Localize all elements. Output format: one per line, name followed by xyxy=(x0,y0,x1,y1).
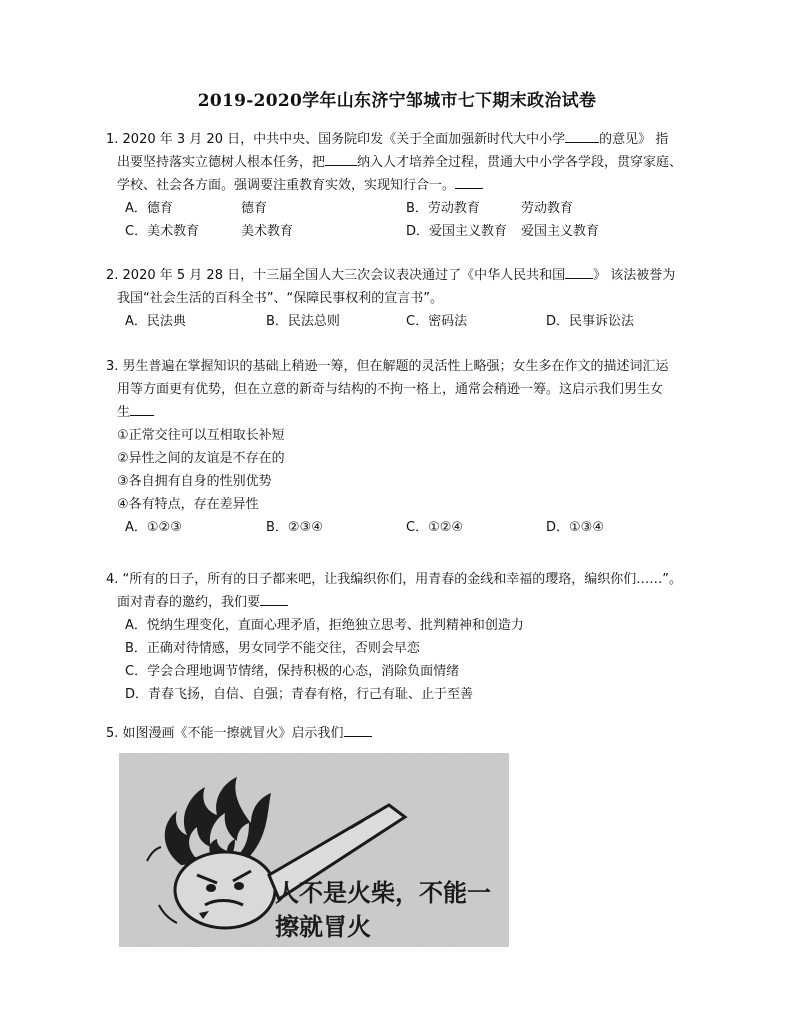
question-1-text-tail: 的意见》 指 xyxy=(599,132,669,147)
question-1 xyxy=(106,128,722,243)
question-3-text: 生 xyxy=(117,405,131,420)
question-1-line-1 xyxy=(106,128,722,151)
option-b-extra: 劳动教育 xyxy=(521,201,574,216)
question-1-text: 学校、社会各方面。强调要注重教育实效，实现知行合一。 xyxy=(117,178,456,193)
question-1-text: 出要坚持落实立德树人根本任务，把 xyxy=(117,155,326,170)
cartoon-caption-line-2: 擦就冒火 xyxy=(275,912,371,941)
option-a[interactable]: A．德育 xyxy=(125,201,173,216)
option-a[interactable]: A．悦纳生理变化，直面心理矛盾，拒绝独立思考、批判精神和创造力 xyxy=(125,618,524,633)
question-4-line-2 xyxy=(106,591,722,614)
option-b[interactable]: B．民法总则 xyxy=(266,314,340,329)
question-5-line-1 xyxy=(106,722,722,745)
page-title: 2019-2020学年山东济宁邹城市七下期末政治试卷 xyxy=(197,91,597,111)
question-4-text: 面对青春的邀约，我们要 xyxy=(117,595,261,610)
question-3-line-1: 3. 男生普遍在掌握知识的基础上稍逊一筹，但在解题的灵活性上略强；女生多在作文的描述词汇运 xyxy=(106,359,669,374)
option-c[interactable]: C．美术教育 xyxy=(125,224,200,239)
question-3-line-2: 用等方面更有优势，但在立意的新奇与结构的不拘一格上，通常会稍逊一筹。这启示我们男生女 xyxy=(117,382,664,397)
question-1-line-2 xyxy=(106,151,722,174)
option-a[interactable]: A．①②③ xyxy=(125,520,182,535)
option-a[interactable]: A．民法典 xyxy=(125,314,186,329)
statement-1: ①正常交往可以互相取长补短 xyxy=(117,428,285,443)
statement-3: ③各自拥有自身的性别优势 xyxy=(117,474,272,489)
question-5 xyxy=(106,722,722,745)
question-3-options xyxy=(106,516,722,539)
option-b[interactable]: B．②③④ xyxy=(266,520,323,535)
option-c-extra: 美术教育 xyxy=(241,224,294,239)
statement-4: ④各有特点，存在差异性 xyxy=(117,497,259,512)
answer-blank xyxy=(455,175,483,189)
option-d-extra: 爱国主义教育 xyxy=(521,224,600,239)
question-1-options-row-2 xyxy=(106,220,722,243)
match-cartoon-drawing xyxy=(119,753,509,947)
option-b[interactable]: B．正确对待情感，男女同学不能交往，否则会早恋 xyxy=(125,641,420,656)
answer-blank xyxy=(260,592,288,606)
option-b[interactable]: B．劳动教育 xyxy=(406,201,480,216)
question-2-options xyxy=(106,310,722,333)
question-2 xyxy=(106,264,722,333)
option-c[interactable]: C．密码法 xyxy=(406,314,468,329)
option-d[interactable]: D．①③④ xyxy=(546,520,604,535)
question-2-text: 2. 2020 年 5 月 28 日，十三届全国人大三次会议表决通过了《中华人民共和国 xyxy=(106,268,566,283)
cartoon-image xyxy=(119,753,509,947)
question-2-text-tail: 》 该法被誉为 xyxy=(593,268,676,283)
question-4 xyxy=(106,568,722,706)
statement-2: ②异性之间的友谊是不存在的 xyxy=(117,451,285,466)
option-c[interactable]: C．①②④ xyxy=(406,520,464,535)
answer-blank xyxy=(565,265,593,279)
question-4-line-1: 4. “所有的日子，所有的日子都来吧，让我编织你们，用青春的金线和幸福的璎珞，编织你们……”。 xyxy=(106,572,683,587)
question-1-text-tail: 纳入人才培养全过程，贯通大中小学各学段，贯穿家庭、 xyxy=(357,155,683,170)
cartoon-caption-line-1: 人不是火柴，不能一 xyxy=(275,878,491,907)
answer-blank xyxy=(130,402,154,416)
option-d[interactable]: D．民事诉讼法 xyxy=(546,314,635,329)
option-d[interactable]: D．青春飞扬，自信、自强；青春有格，行己有耻、止于至善 xyxy=(125,687,474,702)
option-c[interactable]: C．学会合理地调节情绪，保持积极的心态，消除负面情绪 xyxy=(125,664,460,679)
question-2-line-2: 我国“社会生活的百科全书”、“保障民事权利的宣言书”。 xyxy=(117,291,443,306)
answer-blank xyxy=(344,723,372,737)
question-2-line-1 xyxy=(106,264,722,287)
answer-blank xyxy=(325,152,357,166)
question-1-text: 1. 2020 年 3 月 20 日，中共中央、国务院印发《关于全面加强新时代大中小学 xyxy=(106,132,566,147)
question-1-line-3 xyxy=(106,174,722,197)
question-3 xyxy=(106,355,722,539)
option-a-extra: 德育 xyxy=(241,201,268,216)
option-d[interactable]: D．爱国主义教育 xyxy=(406,224,508,239)
question-3-line-3 xyxy=(106,401,722,424)
question-1-options-row-1 xyxy=(106,197,722,220)
question-5-text: 5. 如图漫画《不能一擦就冒火》启示我们 xyxy=(106,726,344,741)
answer-blank xyxy=(565,129,599,143)
